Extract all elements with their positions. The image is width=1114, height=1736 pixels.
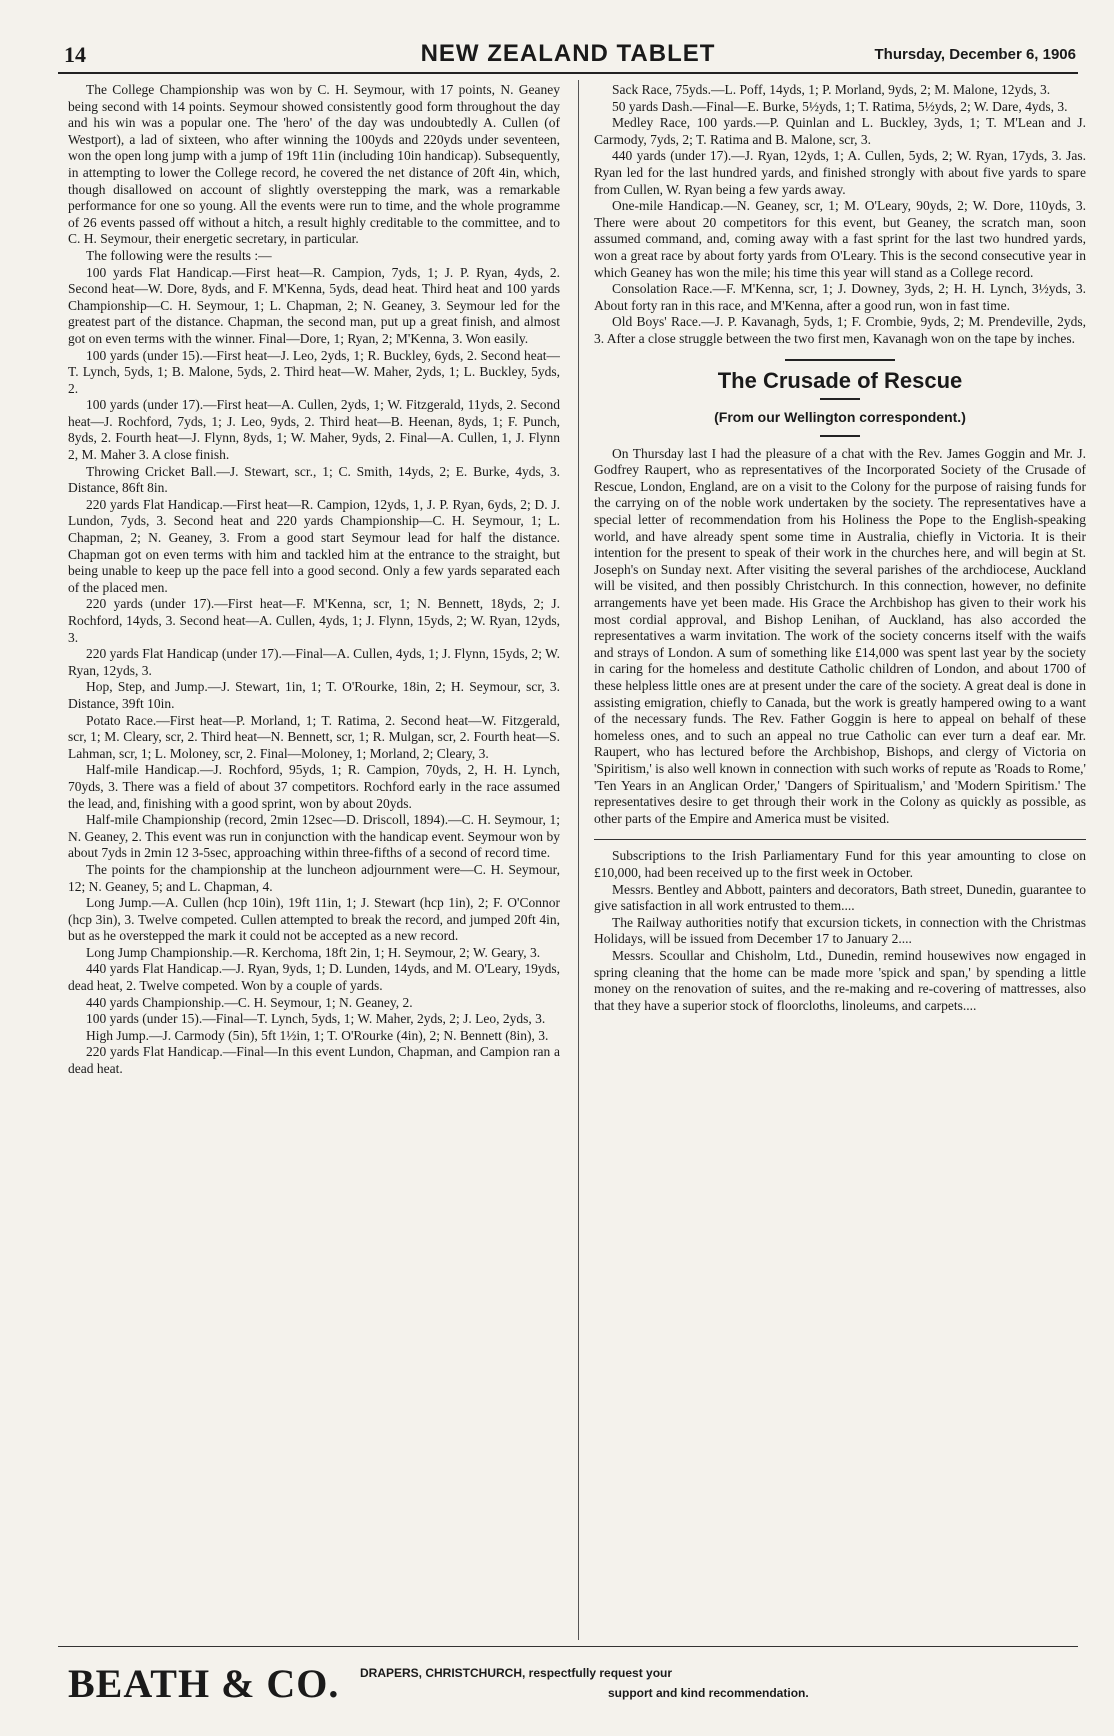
page-number: 14	[64, 42, 86, 67]
result-paragraph: 440 yards (under 17).—J. Ryan, 12yds, 1; A. Cullen, 5yds, 2; W. Ryan, 17yds, 3. Jas. Ryan led for the last hundred yards, and finished strongly with about five yards to spare from Cullen, W. Ryan being a few yards away.	[594, 148, 1086, 197]
result-paragraph: 50 yards Dash.—Final—E. Burke, 5½yds, 1; T. Ratima, 5½yds, 2; W. Dare, 4yds, 3.	[612, 98, 1068, 114]
advertisement	[68, 1660, 1068, 1710]
left-column	[68, 82, 560, 1627]
result-paragraph: Hop, Step, and Jump.—J. Stewart, 1in, 1; T. O'Rourke, 18in, 2; H. Seymour, scr, 3. Distance, 39ft 10in.	[68, 679, 560, 711]
result-paragraph: 220 yards Flat Handicap.—First heat—R. Campion, 12yds, 1, J. P. Ryan, 6yds, 2; D. J. Lundon, 7yds, 3. Second heat and 220 yards Championship—C. H. Seymour, 1; L. Chapman, 2; N. Geaney, 3. From a good start Seymour lead for half the distance. Chapman got on even terms with him and tackled him at the entrance to the straight, but being unable to keep up the pace fell into a good second. Only a few yards separated each of the placed men.	[68, 496, 560, 595]
result-paragraph: 220 yards (under 17).—First heat—F. M'Kenna, scr, 1; N. Bennett, 18yds, 2; J. Rochford, 14yds, 3. Second heat—A. Cullen, 4yds, 1; J. Flynn, 15yds, 2; W. Ryan, 12yds, 3.	[68, 596, 560, 645]
right-column	[594, 82, 1086, 1642]
masthead-rule	[58, 72, 1078, 74]
result-paragraph: 100 yards (under 15).—Final—T. Lynch, 5yds, 1; W. Maher, 2yds, 2; J. Leo, 2yds, 3.	[86, 1011, 546, 1027]
notice-paragraph: Subscriptions to the Irish Parliamentary Fund for this year amounting to close on £10,000, had been received up to the first week in October.	[594, 848, 1086, 880]
result-paragraph: 100 yards Flat Handicap.—First heat—R. Campion, 7yds, 1; J. P. Ryan, 4yds, 2. Second heat—W. Dore, 8yds, and F. M'Kenna, 5yds, dead heat. Third heat and 100 yards Championship—C. H. Seymour, 1; L. Chapman, 2; N. Geaney, 3. Seymour led for the greatest part of the distance. Chapman, the second man, put up a great finish, and almost got on even terms with the winner. Final—Dore, 1; Ryan, 2; M'Kenna, 3. Won easily.	[68, 264, 560, 346]
result-paragraph: Long Jump Championship.—R. Kerchoma, 18ft 2in, 1; H. Seymour, 2; W. Geary, 3.	[86, 944, 541, 960]
notice-paragraph: Messrs. Scoullar and Chisholm, Ltd., Dunedin, remind housewives now engaged in spring cleaning that the home can be made more 'spick and span,' by spending a little money on the renovation of suites, and the re-making and re-covering of mattresses, also that they have a superior stock of floorcloths, linoleums, and carpets....	[594, 947, 1086, 1013]
subheading-rule	[820, 435, 860, 437]
article-paragraph: The following were the results :—	[86, 247, 272, 263]
notice-paragraph: Messrs. Bentley and Abbott, painters and decorators, Bath street, Dunedin, guarantee to give satisfaction in all work entrusted to them....	[594, 881, 1086, 914]
result-paragraph: 220 yards Flat Handicap.—Final—In this event Lundon, Chapman, and Campion ran a dead heat.	[68, 1044, 560, 1077]
result-paragraph: Potato Race.—First heat—P. Morland, 1; T. Ratima, 2. Second heat—W. Fitzgerald, scr, 1; M. Cleary, scr, 2. Third heat—N. Bennett, scr, 1; R. Mulgan, scr, 2. Fourth heat—S. Lahman, scr, 1; L. Moloney, scr, 2. Final—Moloney, 1; Morland, 2; Cleary, 3.	[68, 712, 560, 761]
crusade-heading: The Crusade of Rescue	[717, 367, 963, 393]
result-paragraph: Consolation Race.—F. M'Kenna, scr, 1; J. Downey, 3yds, 2; H. H. Lynch, 3½yds, 3. About forty ran in this race, and M'Kenna, after a good run, won in fast time.	[594, 281, 1086, 313]
result-paragraph: The points for the championship at the luncheon adjournment were—C. H. Seymour, 12; N. Geaney, 5; and L. Chapman, 4.	[68, 861, 560, 894]
result-paragraph: Half-mile Championship (record, 2min 12sec—D. Driscoll, 1894).—C. H. Seymour, 1; N. Geaney, 2. This event was run in conjunction with the handicap event. Seymour won by about 7yds in 2min 12 3-5sec, approaching within three-fifths of a second of record time.	[68, 812, 560, 861]
result-paragraph: 440 yards Championship.—C. H. Seymour, 1; N. Geaney, 2.	[86, 994, 413, 1010]
result-paragraph: 440 yards Flat Handicap.—J. Ryan, 9yds, 1; D. Lunden, 14yds, and M. O'Leary, 19yds, dead heat, 2. Twelve competed. Won by a couple of yards.	[68, 961, 560, 994]
crusade-paragraph: On Thursday last I had the pleasure of a chat with the Rev. James Goggin and Mr. J. Godfrey Raupert, who as representatives of the Incorporated Society of the Crusade of Rescue, London, England, are on a visit to the Colony for the purpose of raising funds for the carrying on of the noble work undertaken by the society. The representatives have a special letter of recommendation from his Holiness the Pope to the English-speaking world, and have already spent some time in Australia, chiefly in Victoria. It is their intention for the present to speak of their work in the churches here, and will begin at St. Joseph's on Sunday next. After visiting the several parishes of the archdiocese, Auckland will be visited, and then possibly Christchurch. In this connection, however, no definite arrangements have yet been made. His Grace the Archbishop has given to their work his most cordial approval, and Bishop Lenihan, of Auckland, has also accorded the representatives a warm invitation. The work of the society concerns itself with the waifs and strays of London. A sum of something like £14,000 was spent last year by the society in caring for the homeless and destitute Catholic children of London, and about 1700 of these helpless little ones are at present under the care of the society. A great deal is done in assisting emigration, chiefly to Canada, but the work is greatly hampered owing to a want of the necessary funds. The Rev. Father Goggin is here to appeal on behalf of these homeless ones, and to such an appeal no true Catholic can ever turn a deaf ear. Mr. Raupert, who has lectured before the Archbishop, Bishops, and clergy of Victoria on 'Spiritism,' is also well known in connection with such works of repute as 'Roads to Rome,' 'Ten Years in an Anglican Order,' 'Dangers of Spiritualism,' and 'Modern Spiritism.' The representatives desire to get through their work in the Colony as quickly as possible, as other parts of the Empire and America must be visited.	[594, 445, 1086, 826]
article-paragraph: The College Championship was won by C. H. Seymour, with 17 points, N. Geaney being second with 14 points. Seymour showed consistently good form throughout the day and his win was a popular one. The 'hero' of the day was undoubtedly A. Cullen (of Westport), a lad of sixteen, who after winning the 100yds and 220yds under seventeen, won the open long jump with a jump of 19ft 11in (including 10in handicap). Subsequently, in attempting to lower the College record, he covered the net distance of 20ft 4in, which, though disallowed on account of slightly overstepping the mark, was a remarkable performance for one so young. All the events were run to time, and the whole programme of 26 events passed off without a hitch, a result highly creditable to the committee, and to C. H. Seymour, their energetic secretary, in particular.	[68, 82, 560, 247]
result-paragraph: Old Boys' Race.—J. P. Kavanagh, 5yds, 1; F. Crombie, 9yds, 2; M. Prendeville, 2yds, 3. After a close struggle between the two first men, Kavanagh won on the tape by inches.	[594, 314, 1086, 346]
advert-rule	[58, 1646, 1078, 1647]
result-paragraph: 100 yards (under 17).—First heat—A. Cullen, 2yds, 1; W. Fitzgerald, 11yds, 2. Second heat—J. Rochford, 7yds, 1; J. Leo, 9yds, 2. Third heat—B. Heenan, 8yds, 1; F. Punch, 8yds, 2. Fourth heat—J. Flynn, 8yds, 1; W. Maher, 9yds, 2. Final—A. Cullen, 1, J. Flynn 2, M. Maher 3. A close finish.	[68, 397, 560, 463]
crusade-subheading: (From our Wellington correspondent.)	[714, 409, 966, 426]
advert-line-2: support and kind recommendation.	[608, 1686, 809, 1700]
result-paragraph: One-mile Handicap.—N. Geaney, scr, 1; M. O'Leary, 90yds, 2; W. Dore, 110yds, 3. There were about 20 competitors for this event, but Geaney, the scratch man, soon assumed command, and, coming away with a fast sprint for the last two hundred yards, won a great race by about forty yards from O'Leary. This is the second consecutive year in which Geaney has won the mile; his time this year will stand as a College record.	[594, 198, 1086, 280]
result-paragraph: 220 yards Flat Handicap (under 17).—Final—A. Cullen, 4yds, 1; J. Flynn, 15yds, 2; W. Ryan, 12yds, 3.	[68, 646, 560, 678]
advert-brand: BEATH & CO.	[68, 1661, 340, 1706]
column-divider	[578, 80, 579, 1640]
result-paragraph: Medley Race, 100 yards.—P. Quinlan and L. Buckley, 3yds, 1; T. M'Lean and J. Carmody, 7yds, 2; T. Ratima and B. Malone, scr, 3.	[594, 115, 1086, 147]
result-paragraph: Sack Race, 75yds.—L. Poff, 14yds, 1; P. Morland, 9yds, 2; M. Malone, 12yds, 3.	[612, 82, 1051, 97]
result-paragraph: Throwing Cricket Ball.—J. Stewart, scr., 1; C. Smith, 14yds, 2; E. Burke, 4yds, 3. Distance, 86ft 8in.	[68, 463, 560, 496]
heading-rule	[820, 398, 860, 400]
masthead	[58, 38, 1078, 72]
result-paragraph: High Jump.—J. Carmody (5in), 5ft 1½in, 1; T. O'Rourke (4in), 2; N. Bennett (8in), 3.	[86, 1027, 549, 1043]
notices-rule	[594, 839, 1086, 840]
result-paragraph: Half-mile Handicap.—J. Rochford, 95yds, 1; R. Campion, 70yds, 2, H. H. Lynch, 70yds, 3. There was a field of about 37 competitors. Rochford early in the race assumed the lead, and, finishing with a good sprint, won by about 20yds.	[68, 762, 560, 811]
section-separator	[785, 359, 895, 361]
advert-line-1: DRAPERS, CHRISTCHURCH, respectfully request your	[360, 1666, 673, 1680]
issue-date: Thursday, December 6, 1906	[874, 46, 1076, 63]
paper-title: NEW ZEALAND TABLET	[420, 40, 716, 67]
notice-paragraph: The Railway authorities notify that excursion tickets, in connection with the Christmas Holidays, will be issued from December 17 to January 2....	[594, 914, 1086, 947]
result-paragraph: 100 yards (under 15).—First heat—J. Leo, 2yds, 1; R. Buckley, 6yds, 2. Second heat—T. Lynch, 5yds, 1; B. Malone, 5yds, 2. Third heat—W. Maher, 2yds, 1; L. Buckley, 5yds, 2.	[68, 347, 560, 396]
result-paragraph: Long Jump.—A. Cullen (hcp 10in), 19ft 11in, 1; J. Stewart (hcp 1in), 2; F. O'Connor (hcp 3in), 3. Twelve competed. Cullen attempted to break the record, and jumped 20ft 4in, but as he overstepped the mark it could not be accepted as a new record.	[68, 895, 560, 944]
